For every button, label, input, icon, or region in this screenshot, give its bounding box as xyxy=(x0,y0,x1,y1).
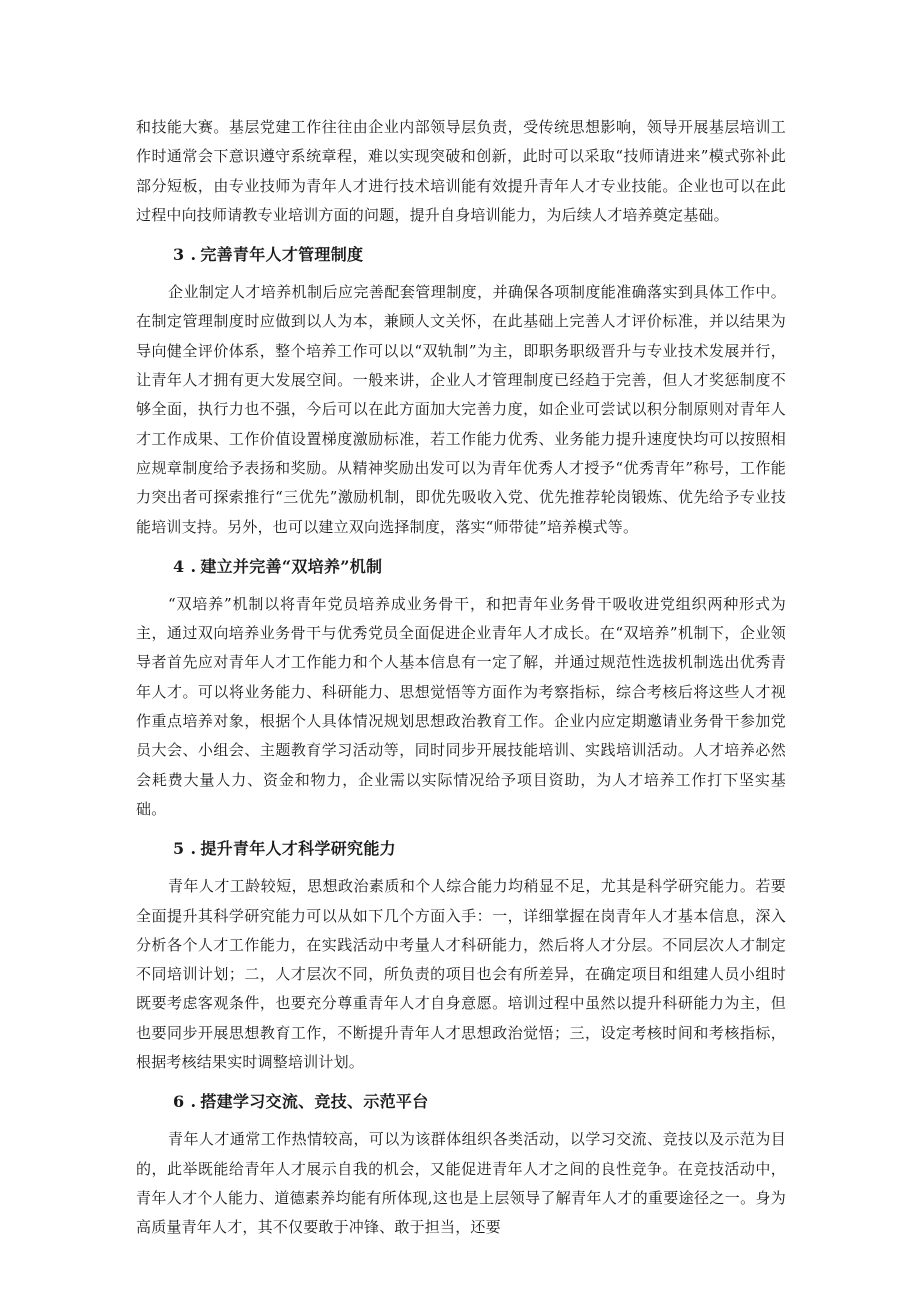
section-title: 建立并完善“双培养”机制 xyxy=(200,556,383,576)
section-number-dot: . xyxy=(190,245,197,265)
section-number-dot: . xyxy=(190,556,197,576)
section-number-dot: . xyxy=(190,1092,197,1112)
section-number: 6 xyxy=(173,1092,185,1112)
section-title: 提升青年人才科学研究能力 xyxy=(200,839,396,859)
section-heading-3 xyxy=(136,240,786,270)
paragraph-2: 企业制定人才培养机制后应完善配套管理制度，并确保各项制度能准确落实到具体工作中。在制定管理制度时应做到以人为本，兼顾人文关怀，在此基础上完善人才评价标准，并以结果为导向健全评价体系，整个培养工作可以以“双轨制”为主，即职务职级晋升与专业技术发展并行，让青年人才拥有更大发展空间。一般来讲，企业人才管理制度已经趋于完善，但人才奖惩制度不够全面，执行力也不强，今后可以在此方面加大完善力度，如企业可尝试以积分制原则对青年人才工作成果、工作价值设置梯度激励标准，若工作能力优秀、业务能力提升速度快均可以按照相应规章制度给予表扬和奖励。从精神奖励出发可以为青年优秀人才授予“优秀青年”称号，工作能力突出者可探索推行“三优先”激励机制，即优先吸收入党、优先推荐轮岗锻炼、优先给予专业技能培训支持。另外，也可以建立双向选择制度，落实“师带徒”培养模式等。 xyxy=(136,283,786,536)
section-heading-4 xyxy=(136,552,786,582)
section-heading-6 xyxy=(136,1087,786,1117)
section-heading-5 xyxy=(136,834,786,864)
section-title: 完善青年人才管理制度 xyxy=(200,245,364,265)
paragraph-5: 青年人才通常工作热情较高，可以为该群体组织各类活动，以学习交流、竞技以及示范为目的，此举既能给青年人才展示自我的机会，又能促进青年人才之间的良性竞争。在竞技活动中，青年人才个人能力、道德素养均能有所体现,这也是上层领导了解青年人才的重要途径之一。身为高质量青年人才，其不仅要敢于冲锋、敢于担当，还要 xyxy=(136,1130,786,1237)
document-page xyxy=(136,113,786,1243)
section-title: 搭建学习交流、竞技、示范平台 xyxy=(200,1092,429,1112)
paragraph-4: 青年人才工龄较短，思想政治素质和个人综合能力均稍显不足，尤其是科学研究能力。若要全面提升其科学研究能力可以从如下几个方面入手：一，详细掌握在岗青年人才基本信息，深入分析各个人才工作能力，在实践活动中考量人才科研能力，然后将人才分层。不同层次人才制定不同培训计划；二，人才层次不同，所负责的项目也会有所差异，在确定项目和组建人员小组时既要考虑客观条件，也要充分尊重青年人才自身意愿。培训过程中虽然以提升科研能力为主，但也要同步开展思想教育工作，不断提升青年人才思想政治觉悟；三，设定考核时间和考核指标，根据考核结果实时调整培训计划。 xyxy=(136,877,786,1072)
section-number: 4 xyxy=(173,556,185,576)
section-number-dot: . xyxy=(190,839,197,859)
paragraph-1: 和技能大赛。基层党建工作往往由企业内部领导层负责，受传统思想影响，领导开展基层培训工作时通常会下意识遵守系统章程，难以实现突破和创新，此时可以采取“技师请进来”模式弥补此部分短板，由专业技师为青年人才进行技术培训能有效提升青年人才专业技能。企业也可以在此过程中向技师请教专业培训方面的问题，提升自身培训能力，为后续人才培养奠定基础。 xyxy=(136,118,786,224)
section-number: 5 xyxy=(173,839,185,859)
paragraph-3: “双培养”机制以将青年党员培养成业务骨干，和把青年业务骨干吸收进党组织两种形式为主，通过双向培养业务骨干与优秀党员全面促进企业青年人才成长。在“双培养”机制下，企业领导者首先应对青年人才工作能力和个人基本信息有一定了解，并通过规范性选拔机制选出优秀青年人才。可以将业务能力、科研能力、思想觉悟等方面作为考察指标，综合考核后将这些人才视作重点培养对象，根据个人具体情况规划思想政治教育工作。企业内应定期邀请业务骨干参加党员大会、小组会、主题教育学习活动等，同时同步开展技能培训、实践培训活动。人才培养必然会耗费大量人力、资金和物力，企业需以实际情况给予项目资助，为人才培养工作打下坚实基础。 xyxy=(136,594,786,818)
section-number: 3 xyxy=(173,245,185,265)
